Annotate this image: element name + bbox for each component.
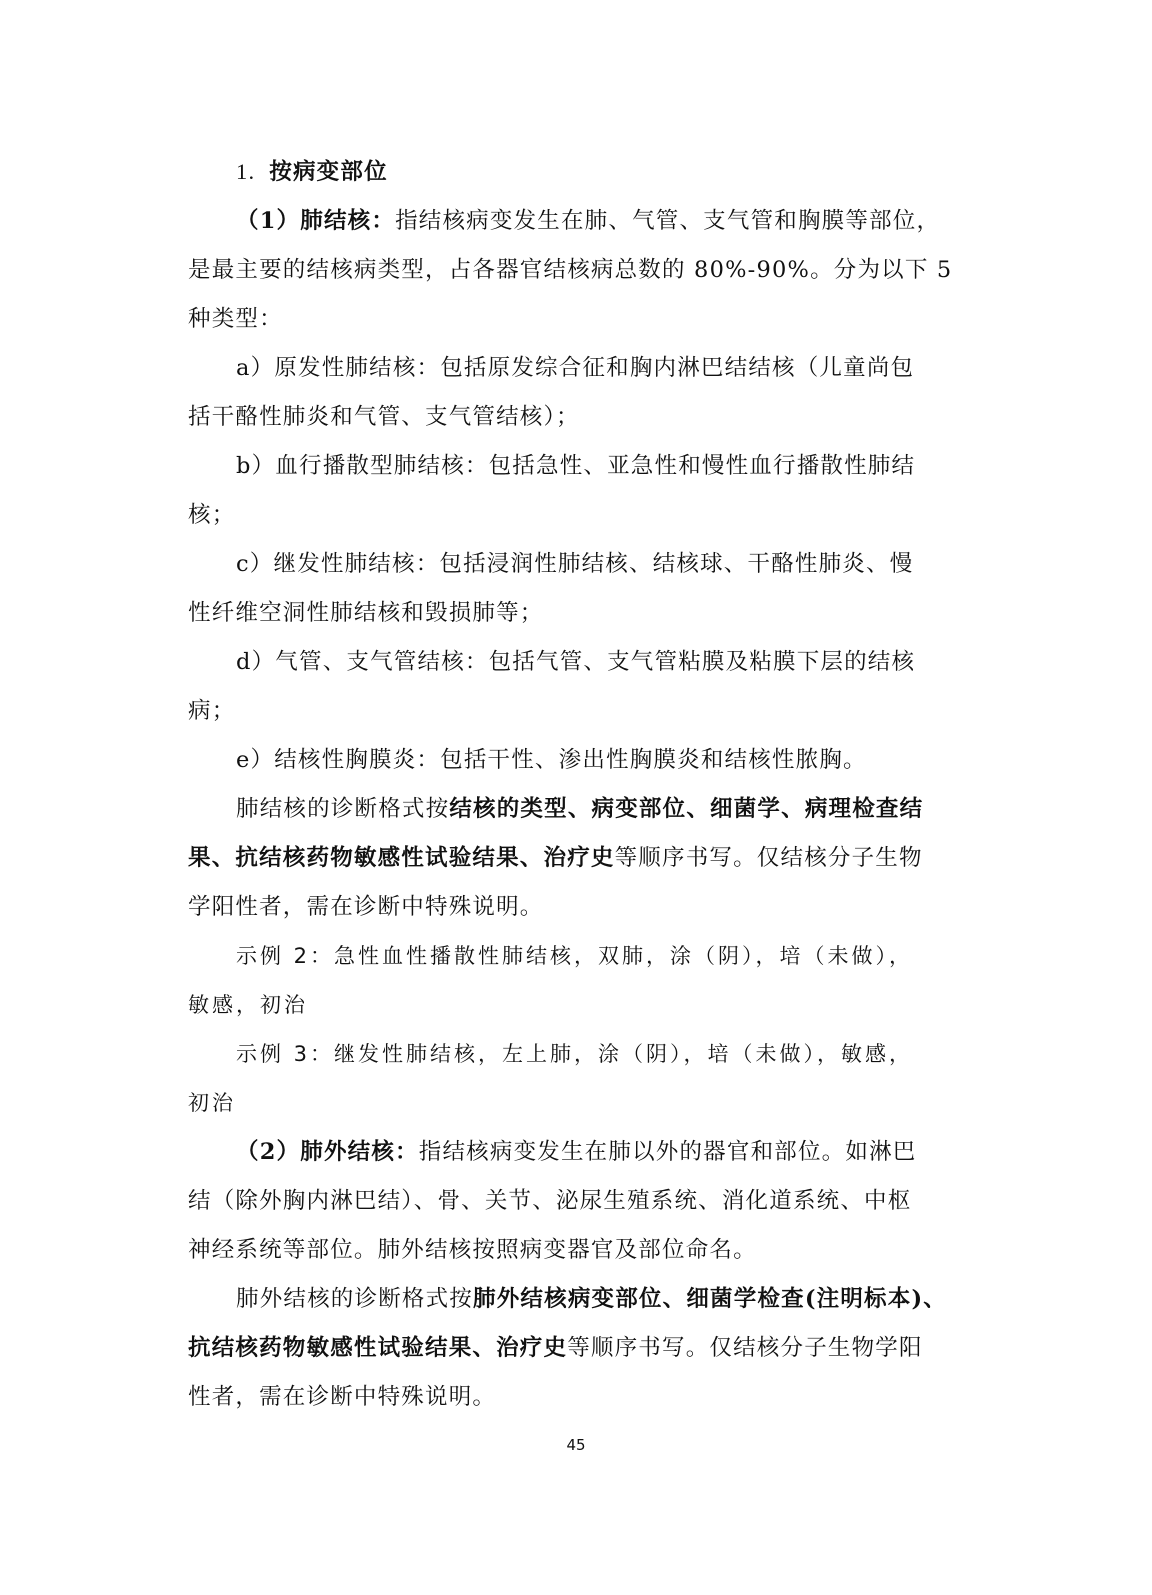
extrapulmonary-format-text-2: 等顺序书写。仅结核分子生物学阳 <box>567 1335 923 1361</box>
extrapulmonary-intro-text: 指结核病变发生在肺以外的器官和部位。如淋巴 <box>418 1139 917 1165</box>
pulmonary-intro-text: 指结核病变发生在肺、气管、支气管和胸膜等部位， <box>395 208 941 234</box>
type-c-line-1: c）继发性肺结核：包括浸润性肺结核、结核球、干酪性肺炎、慢 <box>236 551 914 577</box>
type-b-line-1: b）血行播散型肺结核：包括急性、亚急性和慢性血行播散性肺结 <box>236 453 916 479</box>
pulmonary-intro-line-2: 是最主要的结核病类型，占各器官结核病总数的 80%-90%。分为以下 5 <box>188 257 953 283</box>
pulmonary-format-bold: 结核的类型、病变部位、细菌学、病理检查结 <box>449 796 924 822</box>
type-a-line-1: a）原发性肺结核：包括原发综合征和胸内淋巴结结核（儿童尚包 <box>236 355 915 381</box>
extrapulmonary-format-text: 肺外结核的诊断格式按 <box>236 1286 474 1312</box>
pulmonary-format-line-2 <box>188 843 948 873</box>
page-number: 45 <box>566 1436 586 1454</box>
section-number: 1. <box>236 159 256 184</box>
extrapulmonary-format-line-2 <box>188 1333 948 1363</box>
type-c-line-2: 性纤维空洞性肺结核和毁损肺等； <box>188 600 544 626</box>
type-a-line-2: 括干酪性肺炎和气管、支气管结核）； <box>188 404 580 430</box>
pulmonary-format-line-3: 学阳性者，需在诊断中特殊说明。 <box>188 894 544 920</box>
type-b-line-2: 核； <box>188 502 236 528</box>
extrapulmonary-format-bold-2: 抗结核药物敏感性试验结果、治疗史 <box>188 1335 568 1361</box>
example-2-line-2: 敏感，初治 <box>188 993 308 1017</box>
extrapulmonary-intro-line-1 <box>236 1137 948 1167</box>
extrapulmonary-label: （2）肺外结核： <box>236 1139 419 1165</box>
section-heading <box>236 157 996 187</box>
extrapulmonary-format-bold: 肺外结核病变部位、细菌学检查(注明标本)、 <box>473 1286 948 1312</box>
pulmonary-format-line-1 <box>236 794 948 824</box>
section-title: 按病变部位 <box>269 159 388 185</box>
pulmonary-format-bold-2: 果、抗结核药物敏感性试验结果、治疗史 <box>188 845 615 871</box>
extrapulmonary-format-line-3: 性者，需在诊断中特殊说明。 <box>188 1384 497 1410</box>
extrapulmonary-format-line-1 <box>236 1284 948 1314</box>
example-3-line-2: 初治 <box>188 1091 236 1115</box>
pulmonary-intro-line-1 <box>236 206 948 236</box>
pulmonary-format-text-2: 等顺序书写。仅结核分子生物 <box>614 845 923 871</box>
type-d-line-1: d）气管、支气管结核：包括气管、支气管粘膜及粘膜下层的结核 <box>236 649 916 675</box>
extrapulmonary-intro-line-2: 结（除外胸内淋巴结）、骨、关节、泌尿生殖系统、消化道系统、中枢 <box>188 1188 912 1214</box>
example-3-line-1: 示例 3：继发性肺结核，左上肺，涂（阴），培（未做），敏感， <box>236 1042 914 1066</box>
example-2-line-1: 示例 2：急性血性播散性肺结核，双肺，涂（阴），培（未做）， <box>236 944 914 968</box>
pulmonary-label: （1）肺结核： <box>236 208 396 234</box>
extrapulmonary-intro-line-3: 神经系统等部位。肺外结核按照病变器官及部位命名。 <box>188 1237 757 1263</box>
type-d-line-2: 病； <box>188 698 236 724</box>
pulmonary-intro-line-3: 种类型： <box>188 306 283 332</box>
pulmonary-format-text: 肺结核的诊断格式按 <box>236 796 450 822</box>
type-e-line-1: e）结核性胸膜炎：包括干性、渗出性胸膜炎和结核性脓胸。 <box>236 747 867 773</box>
